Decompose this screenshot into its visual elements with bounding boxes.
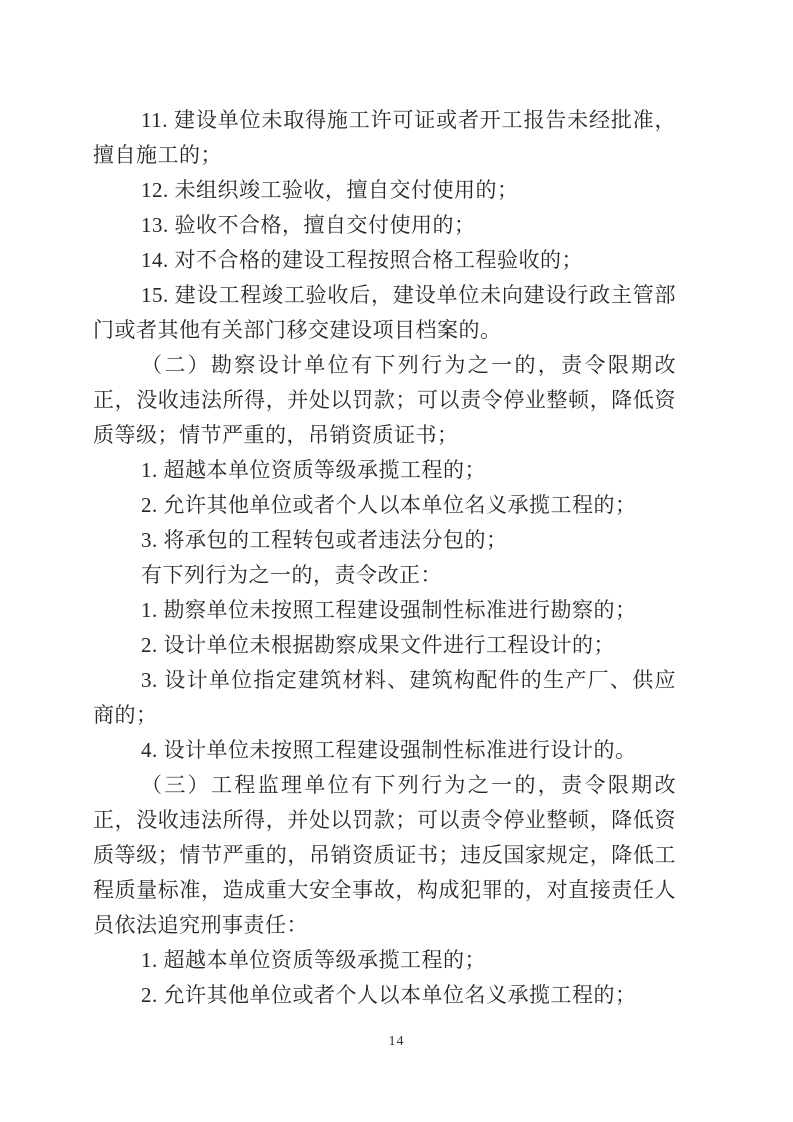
paragraph: 1. 勘察单位未按照工程建设强制性标准进行勘察的； [141,598,637,622]
page-number: 14 [388,1034,405,1049]
paragraph: 1. 超越本单位资质等级承揽工程的； [141,948,486,972]
paragraph: 3. 设计单位指定建筑材料、建筑构配件的生产厂、供应商的； [93,668,676,727]
paragraph: 3. 将承包的工程转包或者违法分包的； [141,528,508,552]
paragraph: 2. 允许其他单位或者个人以本单位名义承揽工程的； [141,983,637,1007]
paragraph: 2. 设计单位未根据勘察成果文件进行工程设计的； [141,633,615,657]
paragraph: 11. 建设单位未取得施工许可证或者开工报告未经批准，擅自施工的； [93,108,676,167]
paragraph: 13. 验收不合格，擅自交付使用的； [141,213,476,237]
paragraph: 2. 允许其他单位或者个人以本单位名义承揽工程的； [141,493,637,517]
paragraph: （二）勘察设计单位有下列行为之一的，责令限期改正，没收违法所得，并处以罚款；可以责令停业整顿，降低资质等级；情节严重的，吊销资质证书； [93,353,676,447]
paragraph: 14. 对不合格的建设工程按照合格工程验收的； [141,248,583,272]
paragraph: 有下列行为之一的，责令改正： [141,563,442,587]
document-body [93,103,676,1013]
paragraph: （三）工程监理单位有下列行为之一的，责令限期改正，没收违法所得，并处以罚款；可以责令停业整顿，降低资质等级；情节严重的，吊销资质证书；违反国家规定，降低工程质量标准，造成重大安全事故，构成犯罪的，对直接责任人员依法追究刑事责任： [93,773,676,937]
paragraph: 4. 设计单位未按照工程建设强制性标准进行设计的。 [141,738,637,762]
paragraph: 12. 未组织竣工验收，擅自交付使用的； [141,178,519,202]
paragraph: 1. 超越本单位资质等级承揽工程的； [141,458,486,482]
paragraph: 15. 建设工程竣工验收后，建设单位未向建设行政主管部门或者其他有关部门移交建设项目档案的。 [93,283,676,342]
